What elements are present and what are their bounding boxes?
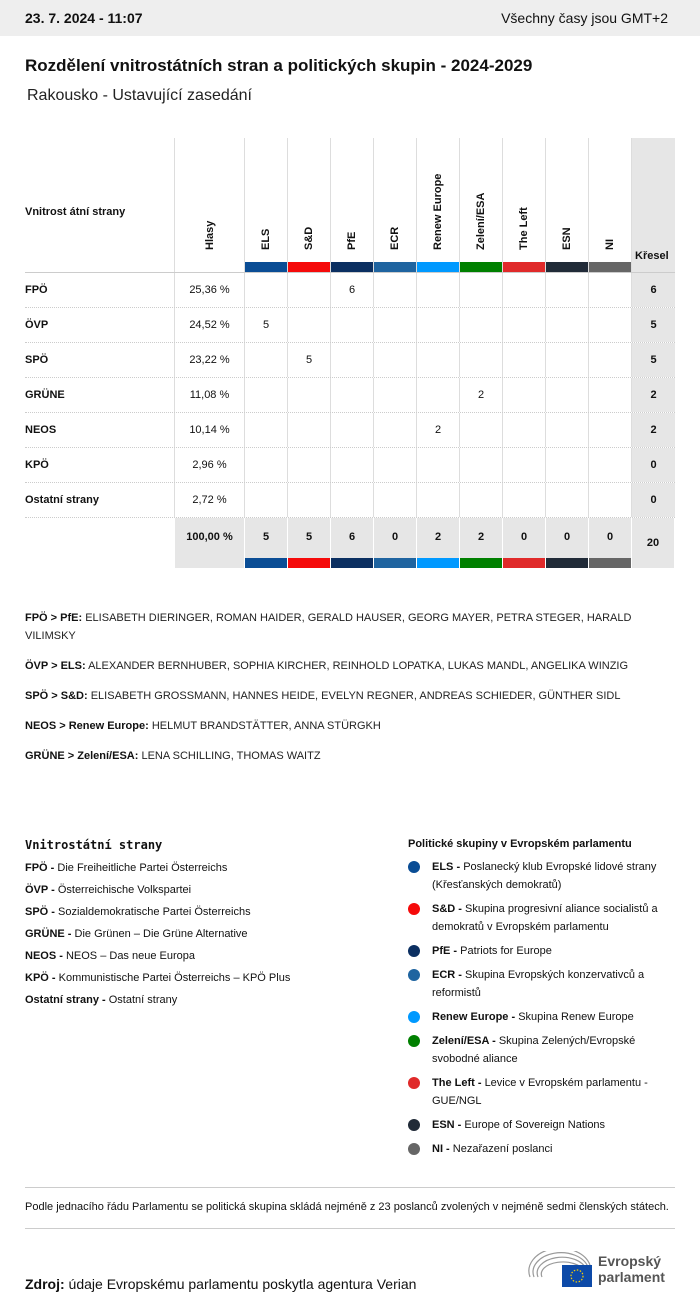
seat-cell	[245, 413, 288, 447]
seat-total: 0	[632, 483, 675, 517]
seat-cell	[589, 483, 632, 517]
column-header-label: S&D	[303, 226, 315, 250]
mep-names: ALEXANDER BERNHUBER, SOPHIA KIRCHER, REINHOLD LOPATKA, LUKAS MANDL, ANGELIKA WINZIG	[88, 660, 629, 672]
legend-item	[25, 950, 290, 972]
table-row	[25, 483, 675, 518]
legend-item	[408, 942, 678, 960]
legend-name: Nezařazení poslanci	[452, 1143, 553, 1155]
column-header-party: Vnitrost átní strany	[25, 138, 175, 272]
legend-item	[408, 966, 678, 1002]
group-total	[460, 518, 503, 568]
column-header-group	[460, 138, 503, 272]
group-color-bar	[245, 262, 287, 272]
seat-cell	[460, 413, 503, 447]
seat-cell	[374, 378, 417, 412]
group-color-dot	[408, 1077, 420, 1089]
group-total	[331, 518, 374, 568]
seat-cell	[245, 483, 288, 517]
seat-total: 2	[632, 378, 675, 412]
legend-item	[25, 862, 290, 884]
legend-name: Skupina Evropských konzervativců a reformistů	[432, 969, 645, 999]
column-header-seats	[632, 138, 675, 272]
party-name: SPÖ	[25, 343, 175, 377]
seat-cell	[589, 378, 632, 412]
legend-abbr: ECR -	[432, 969, 462, 981]
group-color-dot	[408, 903, 420, 915]
legend-abbr: ESN -	[432, 1119, 462, 1131]
seat-cell	[245, 448, 288, 482]
totals-spacer	[25, 518, 175, 568]
national-parties-legend	[25, 838, 290, 1016]
seat-cell	[503, 448, 546, 482]
legend-text	[432, 942, 552, 960]
party-name: FPÖ	[25, 273, 175, 307]
group-color-dot	[408, 1119, 420, 1131]
mep-names: HELMUT BRANDSTÄTTER, ANNA STÜRGKH	[151, 720, 381, 732]
legend-abbr: GRÜNE -	[25, 928, 72, 940]
legend-text	[432, 1140, 552, 1158]
seat-cell	[331, 413, 374, 447]
vote-share: 10,14 %	[175, 413, 245, 447]
column-header-group	[503, 138, 546, 272]
seat-cell	[546, 413, 589, 447]
column-header-label: ESN	[561, 227, 573, 250]
legend-abbr: ELS -	[432, 861, 461, 873]
mep-list-item	[25, 717, 665, 735]
seat-cell	[503, 308, 546, 342]
hemicycle-flag-icon	[528, 1251, 592, 1287]
timestamp: 23. 7. 2024 - 11:07	[25, 10, 143, 26]
seat-cell	[331, 343, 374, 377]
seat-cell	[589, 343, 632, 377]
group-total-value: 5	[305, 531, 313, 543]
column-header-label: ECR	[389, 226, 401, 250]
column-header-group	[589, 138, 632, 272]
seat-cell	[546, 343, 589, 377]
group-total-value: 0	[520, 531, 528, 543]
party-name: NEOS	[25, 413, 175, 447]
group-color-dot	[408, 1035, 420, 1047]
group-color-bar	[503, 558, 545, 568]
seat-total: 5	[632, 343, 675, 377]
total-seats: 20	[632, 518, 675, 568]
vote-share: 11,08 %	[175, 378, 245, 412]
legend-abbr: NI -	[432, 1143, 450, 1155]
legend-name: Sozialdemokratische Partei Österreichs	[58, 906, 251, 918]
group-total	[288, 518, 331, 568]
party-name: GRÜNE	[25, 378, 175, 412]
legend-name: Europe of Sovereign Nations	[464, 1119, 606, 1131]
legend-item	[408, 900, 678, 936]
seat-cell	[460, 483, 503, 517]
timezone-note: Všechny časy jsou GMT+2	[501, 10, 668, 26]
totals-row	[25, 518, 675, 568]
seat-cell	[288, 448, 331, 482]
seat-cell	[245, 343, 288, 377]
table-row	[25, 448, 675, 483]
column-header-label: NI	[604, 239, 616, 250]
legend-item	[25, 884, 290, 906]
legend-abbr: The Left -	[432, 1077, 482, 1089]
seat-cell	[417, 273, 460, 307]
seat-cell	[460, 448, 503, 482]
group-color-dot	[408, 1011, 420, 1023]
group-color-dot	[408, 861, 420, 873]
legend-item	[408, 1140, 678, 1158]
legend-name: Ostatní strany	[108, 994, 178, 1006]
group-color-dot	[408, 969, 420, 981]
mep-group-heading: SPÖ > S&D:	[25, 690, 88, 702]
group-color-bar	[331, 262, 373, 272]
mep-names: LENA SCHILLING, THOMAS WAITZ	[141, 750, 321, 762]
legend-item	[408, 1008, 678, 1026]
table-header	[25, 138, 675, 273]
group-color-bar	[374, 558, 416, 568]
page-title: Rozdělení vnitrostátních stran a politických skupin - 2024-2029	[25, 56, 533, 75]
seat-total: 6	[632, 273, 675, 307]
source	[25, 1276, 416, 1292]
group-color-bar	[503, 262, 545, 272]
legend-item	[25, 928, 290, 950]
seat-cell	[417, 448, 460, 482]
legend-name: Skupina Renew Europe	[518, 1011, 634, 1023]
legend-name: Patriots for Europe	[460, 945, 552, 957]
mep-group-heading: NEOS > Renew Europe:	[25, 720, 149, 732]
political-groups-legend	[408, 838, 678, 1164]
legend-name: NEOS – Das neue Europa	[65, 950, 195, 962]
legend-abbr: PfE -	[432, 945, 458, 957]
group-color-dot	[408, 945, 420, 957]
column-header-label: Zelení/ESA	[475, 192, 487, 250]
column-header-label: Renew Europe	[432, 173, 444, 250]
column-header-label: Hlasy	[203, 220, 216, 250]
group-color-bar	[546, 558, 588, 568]
legend-text	[432, 858, 678, 894]
seat-cell	[245, 378, 288, 412]
legend-title: Vnitrostátní strany	[25, 838, 163, 852]
group-total	[546, 518, 589, 568]
seat-cell	[374, 343, 417, 377]
seat-distribution-table	[25, 138, 675, 568]
group-color-dot	[408, 1143, 420, 1155]
vote-share: 24,52 %	[175, 308, 245, 342]
seat-cell	[374, 273, 417, 307]
seat-cell: 2	[460, 378, 503, 412]
party-name: ÖVP	[25, 308, 175, 342]
column-header-group	[245, 138, 288, 272]
seat-cell	[460, 343, 503, 377]
mep-names: ELISABETH GROSSMANN, HANNES HEIDE, EVELYN REGNER, ANDREAS SCHIEDER, GÜNTHER SIDL	[90, 690, 621, 702]
legend-name: Kommunistische Partei Österreichs – KPÖ Plus	[58, 972, 291, 984]
legend-name: Skupina progresivní aliance socialistů a demokratů v Evropském parlamentu	[432, 903, 658, 933]
seat-cell	[460, 308, 503, 342]
column-header-group	[331, 138, 374, 272]
seat-cell	[417, 378, 460, 412]
legend-text	[432, 966, 678, 1002]
seat-cell	[503, 273, 546, 307]
legend-item	[25, 906, 290, 928]
table-row	[25, 343, 675, 378]
mep-list-item	[25, 747, 665, 765]
seat-cell	[331, 483, 374, 517]
legend-abbr: Zelení/ESA -	[432, 1035, 496, 1047]
legend-abbr: SPÖ -	[25, 906, 55, 918]
seat-cell	[503, 413, 546, 447]
group-total-value: 0	[391, 531, 399, 543]
seat-cell	[374, 448, 417, 482]
seat-cell	[546, 273, 589, 307]
seat-cell	[288, 413, 331, 447]
seat-cell	[589, 448, 632, 482]
mep-list-item	[25, 687, 665, 705]
legend-item	[408, 1032, 678, 1068]
group-color-bar	[245, 558, 287, 568]
group-total	[503, 518, 546, 568]
seat-cell: 2	[417, 413, 460, 447]
mep-group-heading: ÖVP > ELS:	[25, 660, 86, 672]
seat-cell	[331, 448, 374, 482]
table-row	[25, 308, 675, 343]
group-total	[417, 518, 460, 568]
legend-abbr: ÖVP -	[25, 884, 55, 896]
seat-cell	[503, 483, 546, 517]
column-header-group	[374, 138, 417, 272]
group-total	[589, 518, 632, 568]
seat-cell	[503, 378, 546, 412]
vote-share: 23,22 %	[175, 343, 245, 377]
seat-cell: 5	[288, 343, 331, 377]
seat-cell	[245, 273, 288, 307]
seat-cell	[589, 273, 632, 307]
seat-cell	[417, 343, 460, 377]
seat-cell	[546, 378, 589, 412]
group-total-value: 6	[348, 531, 356, 543]
seat-total: 0	[632, 448, 675, 482]
legend-name: Poslanecký klub Evropské lidové strany (Křesťanských demokratů)	[432, 861, 657, 891]
vote-share: 2,72 %	[175, 483, 245, 517]
column-header-group	[546, 138, 589, 272]
legend-abbr: Ostatní strany -	[25, 994, 106, 1006]
legend-item	[25, 972, 290, 994]
legend-name: Die Grünen – Die Grüne Alternative	[74, 928, 248, 940]
group-color-bar	[374, 262, 416, 272]
group-color-bar	[589, 558, 631, 568]
seat-cell	[288, 308, 331, 342]
seat-cell	[288, 378, 331, 412]
vote-share: 25,36 %	[175, 273, 245, 307]
group-color-bar	[331, 558, 373, 568]
seat-total: 5	[632, 308, 675, 342]
seat-cell	[331, 308, 374, 342]
column-header-group	[288, 138, 331, 272]
vote-share: 2,96 %	[175, 448, 245, 482]
group-color-bar	[546, 262, 588, 272]
seat-cell	[417, 308, 460, 342]
table-row	[25, 378, 675, 413]
group-color-bar	[460, 262, 502, 272]
legend-abbr: FPÖ -	[25, 862, 55, 874]
column-header-votes	[175, 138, 245, 272]
legend-name: Österreichische Volkspartei	[57, 884, 192, 896]
party-name: Ostatní strany	[25, 483, 175, 517]
group-total	[374, 518, 417, 568]
group-total-value: 0	[563, 531, 571, 543]
legend-text	[432, 1074, 678, 1110]
seat-cell	[546, 483, 589, 517]
mep-names: ELISABETH DIERINGER, ROMAN HAIDER, GERALD HAUSER, GEORG MAYER, PETRA STEGER, HARALD VILIMSKY	[25, 612, 632, 642]
seat-cell	[331, 378, 374, 412]
total-votes: 100,00 %	[175, 518, 245, 568]
seat-cell	[460, 273, 503, 307]
column-header-label: PfE	[346, 231, 358, 250]
mep-group-heading: FPÖ > PfE:	[25, 612, 83, 624]
column-header-label: Křesel	[635, 250, 669, 262]
seat-cell	[503, 343, 546, 377]
legend-text	[432, 1032, 678, 1068]
seat-cell	[374, 413, 417, 447]
legend-item	[408, 858, 678, 894]
legend-name: Skupina Zelených/Evropské svobodné aliance	[432, 1035, 636, 1065]
group-total-value: 2	[434, 531, 442, 543]
rules-note: Podle jednacího řádu Parlamentu se politická skupina skládá nejméně z 23 poslanců zvolených v nejméně sedmi členských státech.	[25, 1187, 675, 1229]
logo-line2: parlament	[598, 1269, 665, 1285]
group-color-bar	[288, 262, 330, 272]
legend-abbr: NEOS -	[25, 950, 63, 962]
group-color-bar	[417, 558, 459, 568]
group-color-bar	[288, 558, 330, 568]
group-total-value: 2	[477, 531, 485, 543]
legend-item	[408, 1074, 678, 1110]
group-color-bar	[460, 558, 502, 568]
legend-title: Politické skupiny v Evropském parlamentu	[408, 838, 632, 850]
page-subtitle: Rakousko - Ustavující zasedání	[27, 87, 252, 104]
table-row	[25, 413, 675, 448]
seat-cell	[288, 483, 331, 517]
seat-total: 2	[632, 413, 675, 447]
column-header-group	[417, 138, 460, 272]
seat-cell	[546, 448, 589, 482]
legend-text	[432, 1008, 634, 1026]
legend-abbr: KPÖ -	[25, 972, 56, 984]
party-name: KPÖ	[25, 448, 175, 482]
legend-name: Die Freiheitliche Partei Österreichs	[57, 862, 228, 874]
column-header-label: The Left	[518, 207, 530, 250]
logo-line1: Evropský	[598, 1253, 662, 1269]
source-text: údaje Evropskému parlamentu poskytla agentura Verian	[68, 1276, 417, 1292]
group-total	[245, 518, 288, 568]
seat-cell	[288, 273, 331, 307]
mep-list-item	[25, 657, 665, 675]
group-color-bar	[589, 262, 631, 272]
top-bar	[0, 0, 700, 36]
group-total-value: 5	[262, 531, 270, 543]
table-row	[25, 273, 675, 308]
seat-cell	[589, 413, 632, 447]
source-label: Zdroj:	[25, 1276, 65, 1292]
mep-group-heading: GRÜNE > Zelení/ESA:	[25, 750, 139, 762]
seat-cell	[374, 483, 417, 517]
seat-cell: 5	[245, 308, 288, 342]
column-header-label: ELS	[260, 228, 272, 250]
legend-abbr: Renew Europe -	[432, 1011, 516, 1023]
legend-item	[408, 1116, 678, 1134]
ep-logo	[528, 1251, 665, 1287]
legend-abbr: S&D -	[432, 903, 462, 915]
seat-cell	[374, 308, 417, 342]
legend-item	[25, 994, 290, 1016]
group-total-value: 0	[606, 531, 614, 543]
group-color-bar	[417, 262, 459, 272]
seat-cell	[546, 308, 589, 342]
seat-cell	[589, 308, 632, 342]
legend-text	[432, 900, 678, 936]
legend-name: Levice v Evropském parlamentu - GUE/NGL	[432, 1077, 648, 1107]
mep-list-item	[25, 609, 665, 645]
legend-text	[432, 1116, 605, 1134]
seat-cell	[417, 483, 460, 517]
seat-cell: 6	[331, 273, 374, 307]
